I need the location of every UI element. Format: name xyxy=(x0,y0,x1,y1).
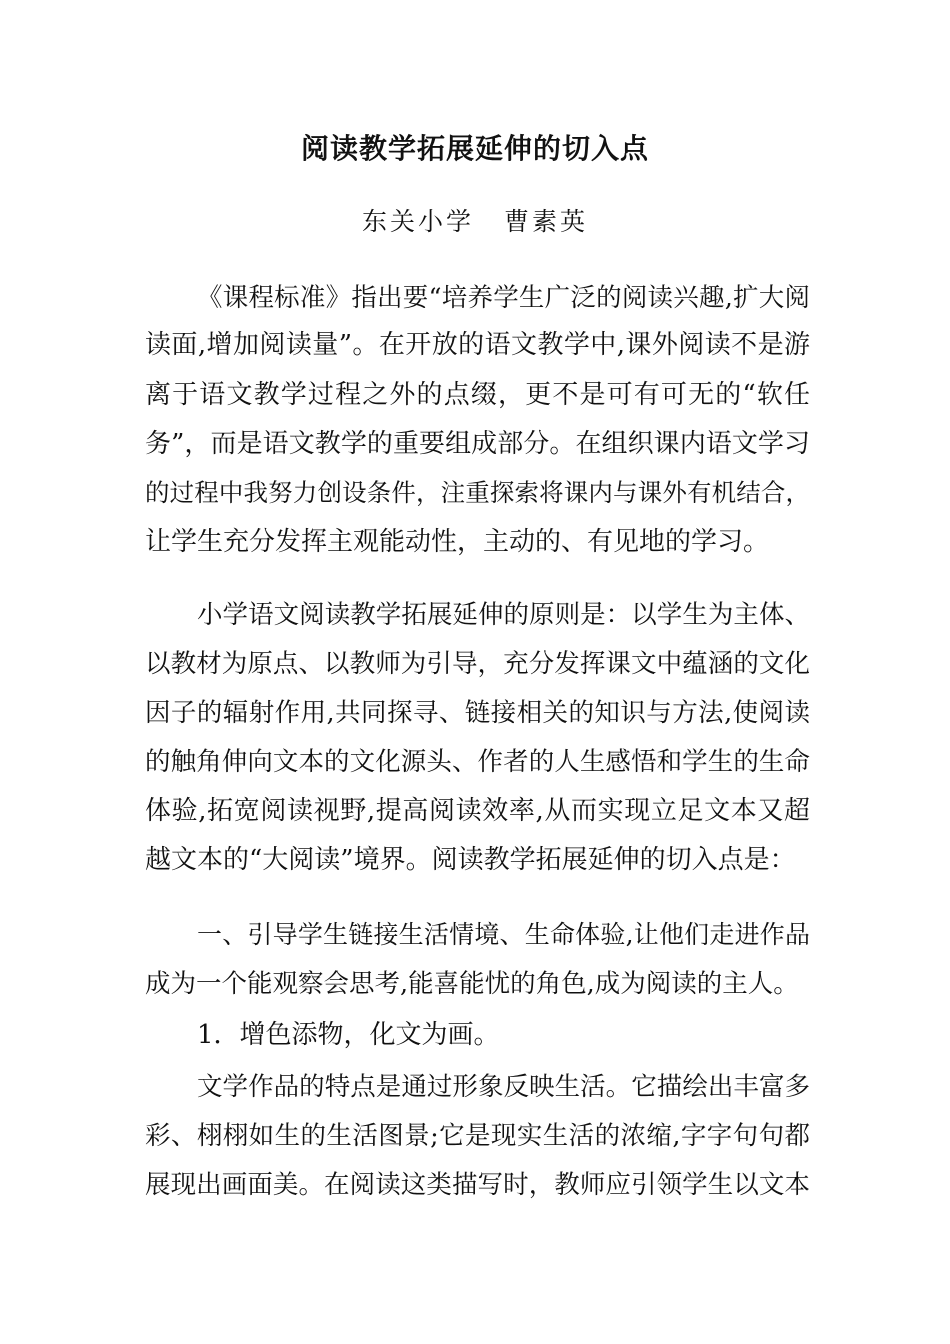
text-line: 因子的辐射作用,共同探寻、链接相关的知识与方法,使阅读 xyxy=(145,698,810,728)
text-line: 成为一个能观察会思考,能喜能忧的角色,成为阅读的主人。 xyxy=(145,969,799,999)
subheading-text: 1．增色添物，化文为画。 xyxy=(197,1020,500,1050)
text-line: 让学生充分发挥主观能动性，主动的、有见地的学习。 xyxy=(145,527,770,557)
text-line: 彩、栩栩如生的生活图景;它是现实生活的浓缩,字字句句都 xyxy=(145,1121,810,1151)
text-line: 读面,增加阅读量”。在开放的语文教学中,课外阅读不是游 xyxy=(145,330,810,360)
text-line: 小学语文阅读教学拓展延伸的原则是：以学生为主体、 xyxy=(197,600,810,630)
text-line: 越文本的“大阅读”境界。阅读教学拓展延伸的切入点是： xyxy=(145,845,796,875)
document-title: 阅读教学拓展延伸的切入点 xyxy=(300,132,649,165)
text-line: 离于语文教学过程之外的点缀，更不是可有可无的“软任 xyxy=(145,380,810,410)
text-line: 的触角伸向文本的文化源头、作者的人生感悟和学生的生命 xyxy=(145,747,810,777)
text-line: 体验,拓宽阅读视野,提高阅读效率,从而实现立足文本又超 xyxy=(145,796,810,826)
text-line: 以教材为原点、以教师为引导，充分发挥课文中蕴涵的文化 xyxy=(145,649,810,679)
author-school: 东关小学 xyxy=(361,207,474,236)
text-line: 展现出画面美。在阅读这类描写时，教师应引领学生以文本 xyxy=(145,1170,810,1200)
text-line: 务”，而是语文教学的重要组成部分。在组织课内语文学习 xyxy=(145,429,810,459)
text-line: 一、引导学生链接生活情境、生命体验,让他们走进作品 xyxy=(197,920,810,949)
author-name: 曹素英 xyxy=(504,207,589,236)
author-line xyxy=(0,203,950,241)
text-line: 《课程标准》指出要“培养学生广泛的阅读兴趣,扩大阅 xyxy=(197,283,810,313)
text-line: 的过程中我努力创设条件，注重探索将课内与课外有机结合， xyxy=(145,478,810,507)
text-line: 文学作品的特点是通过形象反映生活。它描绘出丰富多 xyxy=(197,1072,810,1102)
